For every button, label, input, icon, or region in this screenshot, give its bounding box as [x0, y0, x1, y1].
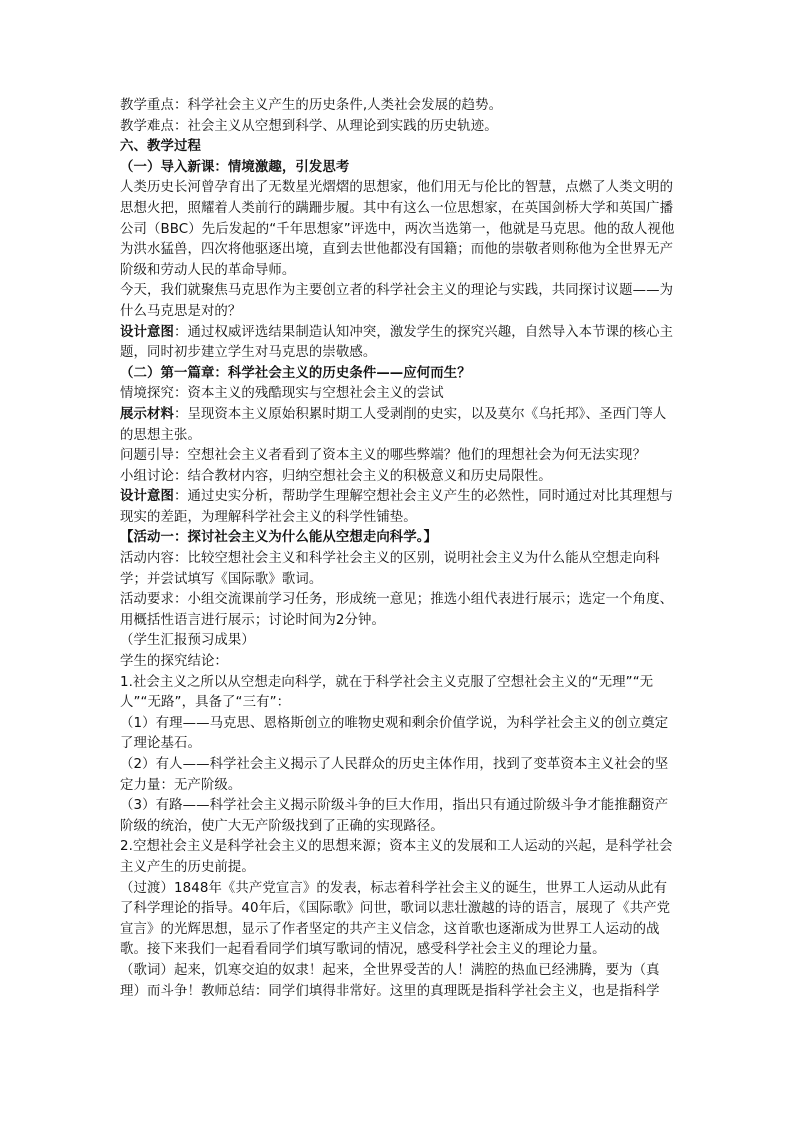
- design-intent-2: [120, 487, 678, 528]
- activity-one-heading: 【活动一：探讨社会主义为什么能从空想走向科学。】: [120, 530, 438, 546]
- design-intent-label: 设计意图: [120, 489, 174, 505]
- design-intent-text: ：通过史实分析，帮助学生理解空想社会主义产生的必然性，同时通过对比其理想与现实的差距，为理解科学社会主义的科学性铺垫。: [120, 489, 674, 525]
- student-conclusions-heading: 学生的探究结论：: [120, 654, 228, 670]
- teaching-difficulty: 教学难点：社会主义从空想到科学、从理论到实践的历史轨迹。: [120, 118, 498, 134]
- design-intent-text: ：通过权威评选结果制造认知冲突，激发学生的探究兴趣，自然导入本节课的核心主题，同时初步建立学生对马克思的崇敬感。: [120, 324, 674, 361]
- subheading-introduction: （一）导入新课：情境激趣，引发思考: [120, 159, 350, 175]
- transition-paragraph: （过渡）1848年《共产党宣言》的发表，标志着科学社会主义的诞生，世界工人运动从此有了科学理论的指导。40年后，《国际歌》问世，歌词以悲壮激越的诗的语言，展现了《共产党宣言》的光辉思想，显示了作者坚定的共产主义信念，这首歌也逐渐成为世界工人运动的战歌。接下来我们一起看看同学们填写歌词的情况，感受科学社会主义的理论力量。: [120, 880, 671, 958]
- display-materials: [120, 405, 678, 446]
- display-materials-label: 展示材料: [120, 406, 174, 422]
- section-heading-teaching-process: 六、教学过程: [120, 139, 201, 155]
- conclusion-1-theory: （1）有理——马克思、恩格斯创立的唯物史观和剩余价值学说，为科学社会主义的创立奠定了理论基石。: [120, 715, 669, 752]
- scenario-inquiry: 情境探究：资本主义的残酷现实与空想社会主义的尝试: [120, 386, 444, 402]
- activity-content: 活动内容：比较空想社会主义和科学社会主义的区别，说明社会主义为什么能从空想走向科学；并尝试填写《国际歌》歌词。: [120, 551, 660, 587]
- question-guide: 问题引导：空想社会主义者看到了资本主义的哪些弊端？他们的理想社会为何无法实现？: [120, 448, 647, 464]
- lyrics-paragraph: （歌词）起来，饥寒交迫的奴隶！起来，全世界受苦的人！满腔的热血已经沸腾，要为（真理）而斗争！教师总结：同学们填得非常好。这里的真理既是指科学社会主义，也是指科学: [120, 962, 660, 999]
- design-intent-1: [120, 323, 678, 364]
- paragraph-topic: 今天，我们就聚焦马克思作为主要创立者的科学社会主义的理论与实践，共同探讨议题——为什么马克思是对的？: [120, 283, 674, 319]
- display-materials-text: ：呈现资本主义原始积累时期工人受剥削的史实，以及莫尔《乌托邦》、圣西门等人的思想主张。: [120, 406, 667, 443]
- conclusion-1-people: （2）有人——科学社会主义揭示了人民群众的历史主体作用，找到了变革资本主义社会的坚定力量：无产阶级。: [120, 757, 669, 793]
- teaching-key-point: 教学重点：科学社会主义产生的历史条件,人类社会发展的趋势。: [120, 98, 503, 113]
- subheading-chapter-one: （二）第一篇章：科学社会主义的历史条件——应何而生？: [120, 365, 471, 381]
- activity-requirements: 活动要求：小组交流课前学习任务，形成统一意见；推选小组代表进行展示；选定一个角度、用概括性语言进行展示；讨论时间为2分钟。: [120, 592, 674, 628]
- design-intent-label: 设计意图: [120, 324, 174, 340]
- conclusion-1-path: （3）有路——科学社会主义揭示阶级斗争的巨大作用，指出只有通过阶级斗争才能推翻资产阶级的统治，使广大无产阶级找到了正确的实现路径。: [120, 798, 669, 834]
- conclusion-1: 1.社会主义之所以从空想走向科学，就在于科学社会主义克服了空想社会主义的“无理”“无人”“无路”，具备了“三有”：: [120, 674, 654, 711]
- paragraph-marx-introduction: 人类历史长河曾孕育出了无数星光熠熠的思想家，他们用无与伦比的智慧，点燃了人类文明的思想火把，照耀着人类前行的蹒跚步履。其中有这么一位思想家，在英国剑桥大学和英国广播公司（BBC）先后发起的“千年思想家”评选中，两次当选第一，他就是马克思。他的敌人视他为洪水猛兽，四次将他驱逐出境，直到去世他都没有国籍；而他的崇敬者则称他为全世界无产阶级和劳动人民的革命导师。: [120, 180, 675, 278]
- conclusion-2: 2.空想社会主义是科学社会主义的思想来源；资本主义的发展和工人运动的兴起，是科学社会主义产生的历史前提。: [120, 839, 673, 875]
- student-report-note: （学生汇报预习成果）: [120, 633, 255, 649]
- group-discussion: 小组讨论：结合教材内容，归纳空想社会主义的积极意义和历史局限性。: [120, 468, 552, 484]
